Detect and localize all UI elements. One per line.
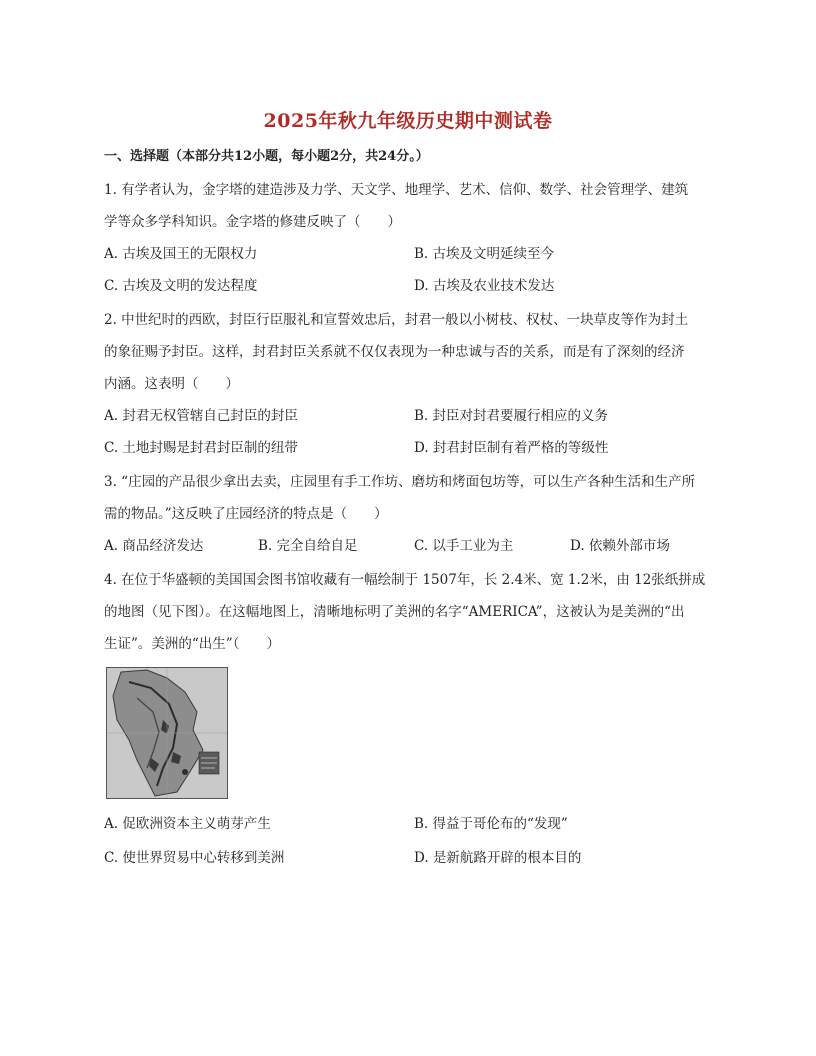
question-4-option-c: C. 使世界贸易中心转移到美洲: [104, 850, 285, 866]
question-3-line-1: 3. “庄园的产品很少拿出去卖，庄园里有手工作坊、磨坊和烤面包坊等，可以生产各种生活和生产所: [104, 474, 696, 490]
question-3-line-2: 需的物品。”这反映了庄园经济的特点是（ ）: [104, 506, 388, 522]
question-2-option-b: B. 封臣对封君要履行相应的义务: [414, 408, 609, 424]
question-4-line-2: 的地图（见下图）。在这幅地图上，清晰地标明了美洲的名字“AMERICA”，这被认为是美洲的“出: [104, 604, 685, 620]
question-4-line-3: 生证”。美洲的“出生”（ ）: [104, 636, 280, 652]
map-illustration: [107, 668, 227, 798]
map-1507-image: [106, 667, 228, 799]
question-3-option-d: D. 依赖外部市场: [570, 538, 670, 554]
question-2-line-3: 内涵。这表明（ ）: [104, 376, 239, 392]
question-2-line-1: 2. 中世纪时的西欧，封臣行臣服礼和宣誓效忠后，封君一般以小树枝、权杖、一块草皮等作为封土: [104, 312, 689, 328]
question-1-option-c: C. 古埃及文明的发达程度: [104, 278, 258, 294]
question-1-option-b: B. 古埃及文明延续至今: [414, 246, 555, 262]
question-4-option-d: D. 是新航路开辟的根本目的: [414, 850, 582, 866]
question-2-line-2: 的象征赐予封臣。这样，封君封臣关系就不仅仅表现为一种忠诚与否的关系，而是有了深刻的经济: [104, 344, 685, 360]
question-4-option-b: B. 得益于哥伦布的“发现”: [414, 816, 568, 832]
exam-title: 2025年秋九年级历史期中测试卷: [263, 110, 553, 132]
question-3-option-c: C. 以手工业为主: [414, 538, 514, 554]
section-heading: 一、选择题（本部分共12小题，每小题2分，共24分。）: [104, 149, 429, 164]
question-2-option-c: C. 土地封赐是封君封臣制的纽带: [104, 440, 298, 456]
question-2-option-d: D. 封君封臣制有着严格的等级性: [414, 440, 609, 456]
question-4-line-1: 4. 在位于华盛顿的美国国会图书馆收藏有一幅绘制于 1507年，长 2.4米、宽 1.2米，由 12张纸拼成: [104, 572, 706, 588]
question-2-option-a: A. 封君无权管辖自己封臣的封臣: [104, 408, 298, 424]
question-1-line-1: 1. 有学者认为，金字塔的建造涉及力学、天文学、地理学、艺术、信仰、数学、社会管理学、建筑: [104, 182, 689, 198]
question-1-option-d: D. 古埃及农业技术发达: [414, 278, 555, 294]
question-3-option-b: B. 完全自给自足: [258, 538, 358, 554]
question-1-line-2: 学等众多学科知识。金字塔的修建反映了（ ）: [104, 214, 401, 230]
question-4-option-a: A. 促欧洲资本主义萌芽产生: [104, 816, 271, 832]
question-1-option-a: A. 古埃及国王的无限权力: [104, 246, 258, 262]
question-3-option-a: A. 商品经济发达: [104, 538, 204, 554]
